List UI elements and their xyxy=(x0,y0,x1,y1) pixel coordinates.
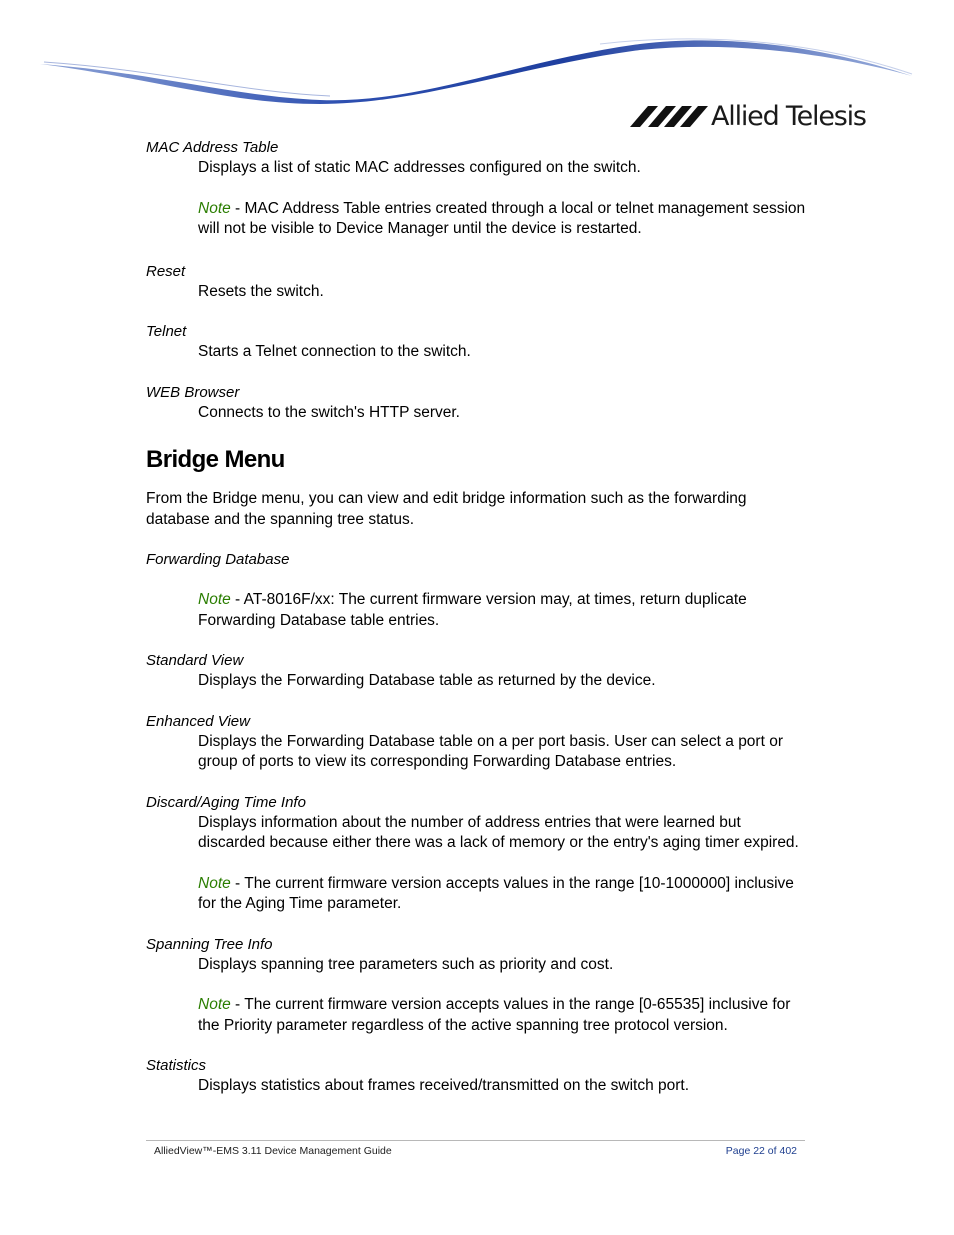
term-discard-aging: Discard/Aging Time Info xyxy=(146,793,306,811)
desc-mac-address-table: Displays a list of static MAC addresses configured on the switch. xyxy=(198,159,641,176)
note-text: - The current firmware version accepts values in the range [10-1000000] inclusive for the Aging Time parameter. xyxy=(198,874,794,912)
note-label: Note xyxy=(198,199,231,217)
note-label: Note xyxy=(198,996,231,1013)
term-spanning-tree-info: Spanning Tree Info xyxy=(146,935,273,953)
note-mac-address-table xyxy=(198,199,806,240)
note-discard-aging xyxy=(198,874,806,915)
note-text: - The current firmware version accepts values in the range [0-65535] inclusive for the Priority parameter regardless of the active spanning tree protocol version. xyxy=(198,996,791,1034)
term-telnet: Telnet xyxy=(146,323,187,340)
term-enhanced-view: Enhanced View xyxy=(146,712,250,730)
note-label: Note xyxy=(198,874,231,892)
desc-telnet: Starts a Telnet connection to the switch. xyxy=(198,343,471,360)
desc-standard-view: Displays the Forwarding Database table as returned by the device. xyxy=(198,672,656,689)
note-text: - AT-8016F/xx: The current firmware version may, at times, return duplicate Forwarding Database table entries. xyxy=(198,591,747,629)
desc-statistics: Displays statistics about frames received/transmitted on the switch port. xyxy=(198,1077,690,1094)
term-statistics: Statistics xyxy=(146,1057,207,1074)
desc-web-browser: Connects to the switch's HTTP server. xyxy=(198,403,460,421)
note-text: - MAC Address Table entries created through a local or telnet management session will not be visible to Device Manager until the device is restarted. xyxy=(198,199,806,237)
note-forwarding-database xyxy=(198,590,806,631)
header-swoosh xyxy=(0,0,954,110)
bridge-intro: From the Bridge menu, you can view and edit bridge information such as the forwarding database and the spanning tree status. xyxy=(146,490,747,528)
document-body xyxy=(146,138,806,1097)
term-forwarding-database: Forwarding Database xyxy=(146,551,290,568)
footer-divider xyxy=(146,1140,805,1141)
note-label: Note xyxy=(198,591,231,608)
footer-guide-title: AlliedView™-EMS 3.11 Device Management Guide xyxy=(154,1145,392,1157)
footer-page-number: Page 22 of 402 xyxy=(725,1145,797,1157)
desc-enhanced-view: Displays the Forwarding Database table on a per port basis. User can select a port or group of ports to view its corresponding Forwarding Database entries. xyxy=(198,732,783,770)
desc-spanning-tree-info: Displays spanning tree parameters such as priority and cost. xyxy=(198,955,614,973)
brand-name: Allied Telesis xyxy=(711,101,866,132)
heading-bridge-menu: Bridge Menu xyxy=(146,446,285,473)
term-mac-address-table: MAC Address Table xyxy=(146,139,279,156)
note-spanning-tree-info xyxy=(198,995,806,1036)
term-web-browser: WEB Browser xyxy=(146,383,240,401)
desc-reset: Resets the switch. xyxy=(198,282,324,300)
desc-discard-aging: Displays information about the number of address entries that were learned but discarded because either there was a lack of memory or the entry's aging timer expired. xyxy=(198,813,799,851)
term-standard-view: Standard View xyxy=(146,652,244,669)
term-reset: Reset xyxy=(146,262,186,280)
